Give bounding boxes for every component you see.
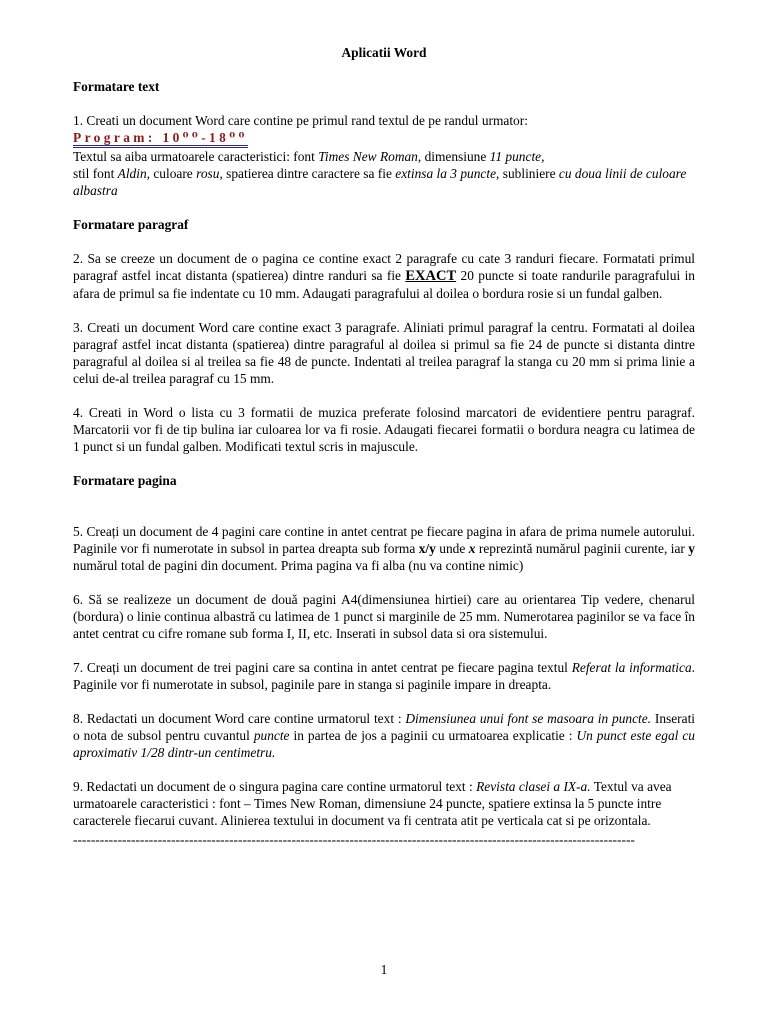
exercise-9: 9. Redactati un document de o singura pagina care contine urmatorul text : Revista clasei a IX-a. Textul va avea urmatoarele caracteristici : font – Times New Roman, dimensiune 24 puncte, spatiere extinsa la 5 puncte intre caracterele fiecarui cuvant. Alinierea textului in document va fi centrata atit pe verticala cat si pe orizontala. <box>73 779 672 828</box>
section-heading-paragraph: Formatare paragraf <box>73 217 189 232</box>
program-sample-text: Program: 10⁰⁰-18⁰⁰ <box>73 131 248 148</box>
exercise-3: 3. Creati un document Word care contine exact 3 paragrafe. Aliniati primul paragraf la centru. Formatati al doilea paragraf astfel incat distanta (spatierea) dintre paragraful al doilea si primul sa fie 24 de puncte si distanta dintre paragraful al doilea si al treilea sa fie 48 de puncte. Indentati al treilea paragraf la stanga cu 20 mm si prima linie a celui de-al treilea paragraf cu 15 mm. <box>73 320 695 386</box>
exercise-8: 8. Redactati un document Word care contine urmatorul text : Dimensiunea unui font se masoara in puncte. Inserati o nota de subsol pentru cuvantul puncte in partea de jos a paginii cu urmatoarea explicatie : Un punct este egal cu aproximativ 1/28 dintr-un centimetru. <box>73 711 696 760</box>
document-title: Aplicatii Word <box>341 45 427 60</box>
exercise-6: 6. Să se realizeze un document de două pagini A4(dimensiunea hirtiei) care au orientarea Tip vedere, chenarul (bordura) o linie continua albastră cu latimea de 1 punct si marginile de 25 mm. Numerotarea paginilor se va face în antet centrat cu cifre romane sub forma I, II, etc. Inserati in subsol data si ora sistemului. <box>73 592 695 641</box>
exercise-1-line2: Textul sa aiba urmatoarele caracteristici: font Times New Roman, dimensiune 11 puncte, <box>73 149 545 164</box>
exercise-1-intro: 1. Creati un document Word care contine pe primul rand textul de pe randul urmator: <box>73 113 528 128</box>
section-heading-page: Formatare pagina <box>73 473 177 488</box>
exercise-7: 7. Creați un document de trei pagini care sa contina in antet centrat pe fiecare pagina textul Referat la informatica. Paginile vor fi numerotate in subsol, paginile pare in stanga si paginile impare in dreapta. <box>73 660 696 692</box>
page-number: 1 <box>380 962 388 977</box>
exercise-1 <box>73 112 695 199</box>
exercise-2: 2. Sa se creeze un document de o pagina ce contine exact 2 paragrafe cu cate 3 randuri fiecare. Formatati primul paragraf astfel incat distanta (spatierea) dintre randuri sa fie EXACT 20 puncte si toate randurile paragrafului in afara de primul sa fie indentate cu 10 mm. Adaugati paragrafului al doilea o bordura rosie si un fundal galben. <box>73 251 695 301</box>
exercise-1-line3: stil font Aldin, culoare rosu, spatierea dintre caractere sa fie extinsa la 3 puncte, subliniere cu doua linii de culoare albastra <box>73 166 687 198</box>
exercise-4: 4. Creati in Word o lista cu 3 formatii de muzica preferate folosind marcatori de evidentiere pentru paragraf. Marcatorii vor fi de tip bulina iar culoarea lor va fi rosie. Adaugati fiecarei formatii o bordura neagra cu latimea de 1 punct si un fundal galben. Modificati textul scris in majuscule. <box>73 405 695 454</box>
document-page <box>73 40 695 848</box>
section-heading-text: Formatare text <box>73 79 160 94</box>
exercise-5: 5. Creați un document de 4 pagini care contine in antet centrat pe fiecare pagina in afara de prima numele autorului. Paginile vor fi numerotate in subsol in partea dreapta sub forma x/y unde x reprezintă numărul paginii curente, iar y numărul total de pagini din document. Prima pagina va fi alba (nu va contine nimic) <box>73 524 695 573</box>
dashed-separator: ------------------------------------------------------------------------------------------------------------------------------ <box>73 832 635 847</box>
